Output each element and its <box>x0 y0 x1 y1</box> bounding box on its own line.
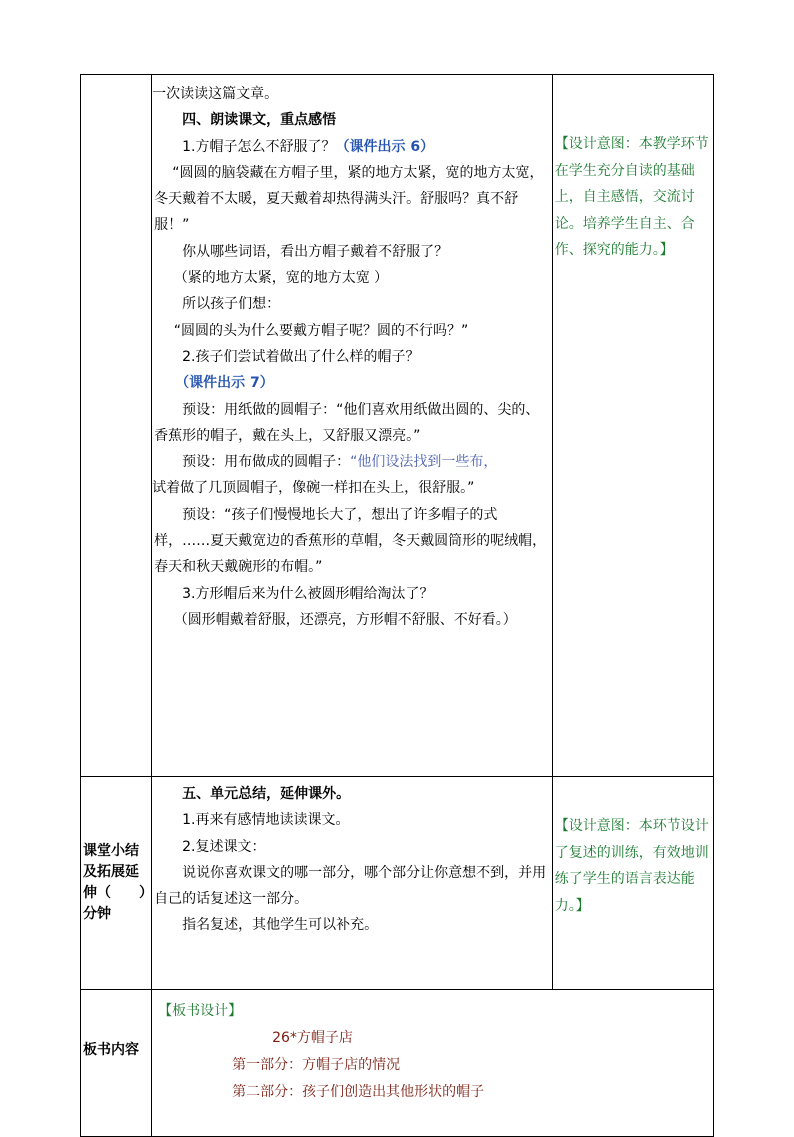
question-words: 你从哪些词语，看出方帽子戴着不舒服了？ <box>182 243 449 260</box>
preset-cloth-label: 预设：用布做成的圆帽子： <box>182 454 351 471</box>
preset-paper-hat: 预设：用纸做的圆帽子：“他们喜欢用纸做出圆的、尖的、香蕉形的帽子，戴在头上，又舒服又漂亮。” <box>154 401 540 444</box>
row1-content-cell <box>152 75 553 777</box>
board-line-2: 第二部分：孩子们创造出其他形状的帽子 <box>232 1084 485 1100</box>
lesson-plan-table <box>80 74 714 1137</box>
row2-content-cell <box>152 777 553 990</box>
design-intent-2: 【设计意图：本环节设计了复述的训练，有效地训练了学生的语言表达能力。】 <box>554 818 709 914</box>
preset-grow-up: 预设：“孩子们慢慢地长大了，想出了许多帽子的式样，……夏天戴宽边的香蕉形的草帽，冬天戴圆筒形的呢绒帽，春天和秋天戴碗形的布帽。” <box>154 506 547 576</box>
question-3: 3.方形帽后来为什么被圆形帽给淘汰了？ <box>182 585 434 602</box>
summary-label: 课堂小结及拓展延伸（ ）分钟 <box>81 777 152 990</box>
question-1-text: 1.方帽子怎么不舒服了？ <box>182 138 336 155</box>
row2-design-intent-cell <box>552 777 713 990</box>
preset-cloth-hat-continued: 试着做了几顶圆帽子，像碗一样扣在头上，很舒服。” <box>152 480 475 497</box>
question-1 <box>152 134 552 160</box>
answer-words: （紧的地方太紧，宽的地方太宽 ） <box>173 270 389 287</box>
step-retell: 2.复述课文： <box>182 838 266 855</box>
row1-design-intent-cell <box>552 75 713 777</box>
board-title: 26*方帽子店 <box>272 1030 353 1046</box>
children-quote: “圆圆的头为什么要戴方帽子呢？圆的不行吗？” <box>173 322 469 339</box>
section-heading: 四、朗读课文，重点感悟 <box>182 112 337 129</box>
children-think: 所以孩子们想： <box>182 296 281 313</box>
preset-cloth-hat <box>152 449 552 475</box>
quote-paragraph: “圆圆的脑袋藏在方帽子里，紧的地方太紧，宽的地方太宽，冬天戴着不太暖，夏天戴着却热得满头汗。舒服吗？真不舒服！” <box>154 164 544 234</box>
section-heading: 五、单元总结，延伸课外。 <box>182 786 351 802</box>
courseware-note-6: （课件出示 6） <box>335 138 435 155</box>
retell-call: 指名复述，其他学生可以补充。 <box>182 917 379 934</box>
retell-instruction: 说说你喜欢课文的哪一部分，哪个部分让你意想不到，并用自己的话复述这一部分。 <box>154 864 547 908</box>
board-line-1: 第一部分：方帽子店的情况 <box>232 1057 401 1073</box>
preset-cloth-quote: “他们设法找到一些布， <box>350 454 498 471</box>
question-2: 2.孩子们尝试着做出了什么样的帽子？ <box>182 348 420 365</box>
board-section-row <box>81 990 714 1137</box>
row1-label-cell <box>81 75 152 777</box>
board-label: 板书内容 <box>81 990 152 1137</box>
summary-section-row <box>81 777 714 990</box>
board-design-cell <box>152 990 714 1137</box>
step-read: 1.再来有感情地读读课文。 <box>182 812 350 829</box>
design-intent-1: 【设计意图：本教学环节在学生充分自读的基础上，自主感悟，交流讨论。培养学生自主、合作、探究的能力。】 <box>554 136 709 258</box>
answer-3: （圆形帽戴着舒服，还漂亮，方形帽不舒服、不好看。） <box>173 611 517 628</box>
courseware-note-7: （课件出示 7） <box>175 375 274 392</box>
reading-section-row <box>81 75 714 777</box>
board-heading: 【板书设计】 <box>158 1003 243 1019</box>
content-line: 一次读读这篇文章。 <box>152 86 279 102</box>
